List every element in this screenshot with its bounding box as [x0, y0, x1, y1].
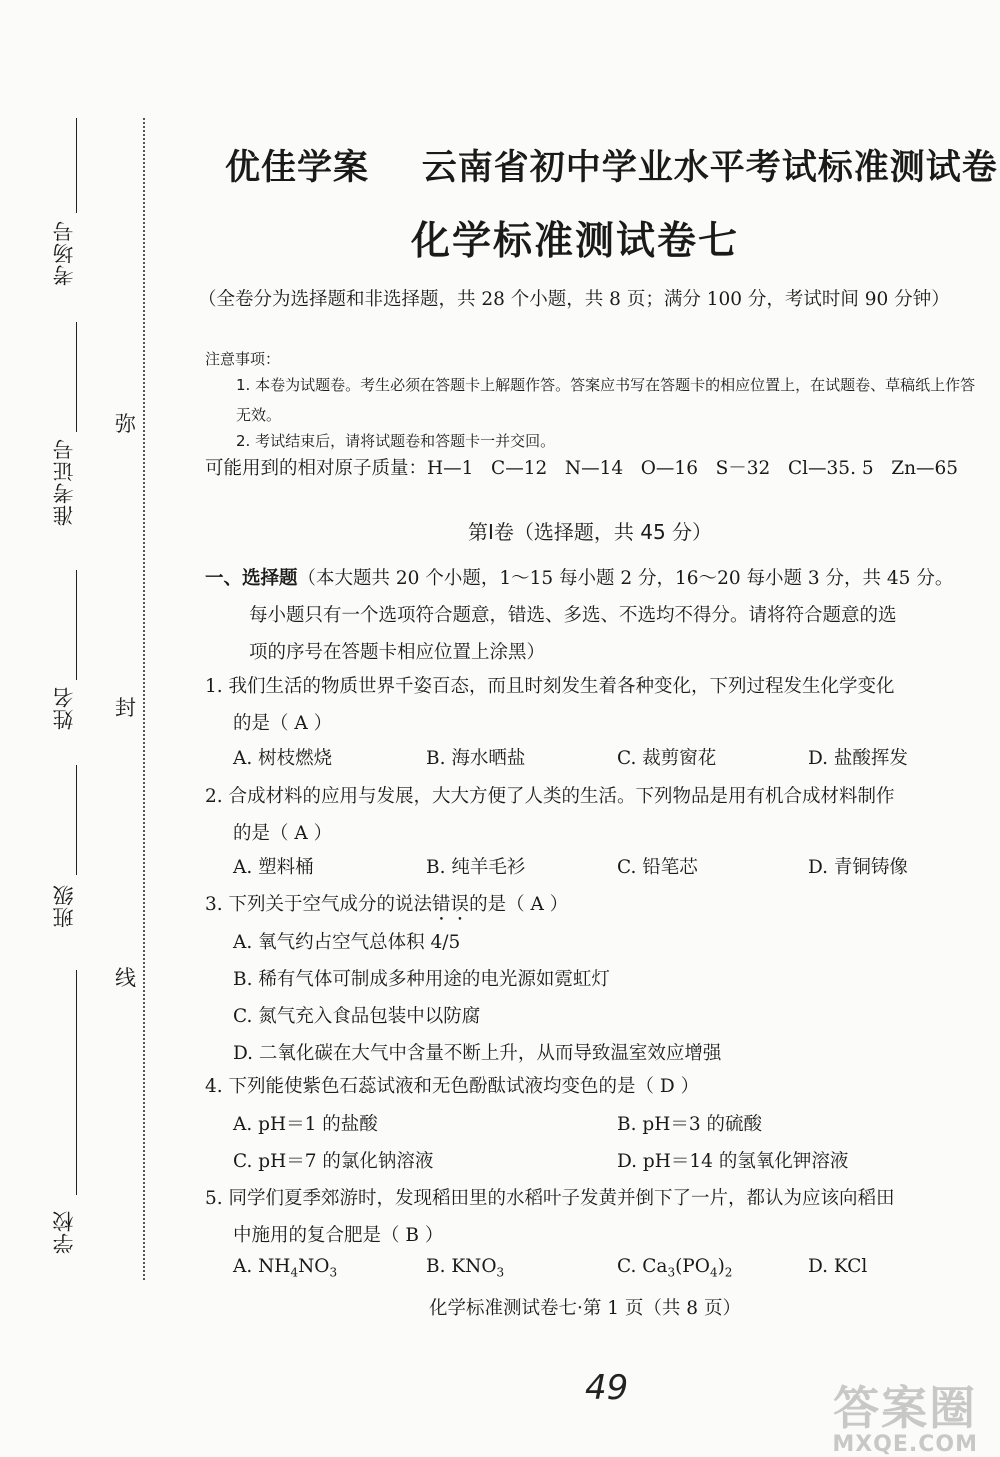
q3-stem-post: 的是（ A ） [469, 894, 569, 915]
q1-stem-2: 的是（ A ） [233, 713, 333, 734]
admission-number-label: 准考证号 [52, 438, 76, 526]
q4-stem: 4. 下列能使紫色石蕊试液和无色酚酞试液均变色的是（ D ） [205, 1076, 700, 1097]
question-2 [205, 778, 985, 852]
section-title: 第Ⅰ卷（选择题，共 45 分） [467, 520, 713, 544]
q5-option-d: D. KCl [808, 1256, 868, 1277]
question-1 [205, 668, 985, 742]
q4-option-a: A. pH＝1 的盐酸 [233, 1114, 378, 1135]
part-desc-2: 每小题只有一个选项符合题意，错选、多选、不选均不得分。请将符合题意的选 [249, 605, 897, 626]
watermark-line-2: MXQE.COM [832, 1432, 978, 1457]
exam-room-label: 考场号 [52, 220, 76, 286]
q5-option-c: C. $Ca_3(PO_4)_2$ [617, 1256, 733, 1280]
q1-option-a: A. 树枝燃烧 [233, 748, 333, 769]
q3-option-c: C. 氮气充入食品包装中以防腐 [233, 1006, 481, 1027]
q2-stem-2: 的是（ A ） [233, 823, 333, 844]
notice-item-1: 1. 本卷为试题卷。考生必须在答题卡上解题作答。答案应书写在答题卡的相应位置上，在试题卷、草稿纸上作答无效。 [236, 376, 976, 424]
binding-line-4 [76, 765, 77, 875]
q3-stem-pre: 3. 下列关于空气成分的说法 [205, 894, 433, 915]
school-label: 学校 [52, 1210, 76, 1254]
q1-option-d: D. 盐酸挥发 [808, 748, 908, 769]
seal-char-mi: 弥 [115, 412, 136, 436]
question-3 [205, 886, 985, 925]
part-one-heading [205, 560, 980, 671]
q2-option-a: A. 塑料桶 [233, 857, 314, 878]
q1-option-c: C. 裁剪窗花 [617, 748, 717, 769]
question-4 [205, 1068, 985, 1105]
q3-stem-emphasis: 错误 [432, 894, 470, 915]
class-label: 班级 [52, 884, 76, 928]
binding-line-3 [76, 570, 77, 680]
notice-item-2: 2. 考试结束后，请将试题卷和答题卡一并交回。 [236, 432, 556, 450]
q2-option-d: D. 青铜铸像 [808, 857, 908, 878]
paper-title: 化学标准测试卷七 [410, 218, 739, 264]
q3-option-d: D. 二氧化碳在大气中含量不断上升，从而导致温室效应增强 [233, 1043, 722, 1064]
paper-intro: （全卷分为选择题和非选择题，共 28 个小题，共 8 页；满分 100 分，考试时间 90 分钟） [198, 289, 950, 310]
part-label: 一、选择题 [205, 568, 298, 589]
series-title: 优佳学案 云南省初中学业水平考试标准测试卷 [225, 147, 998, 188]
binding-line-1 [76, 118, 77, 213]
q2-option-b: B. 纯羊毛衫 [426, 857, 526, 878]
binding-line-5 [76, 970, 77, 1195]
q5-option-b: B. $KNO_3$ [426, 1256, 505, 1280]
q1-option-b: B. 海水晒盐 [426, 748, 526, 769]
watermark-logo [832, 1372, 978, 1457]
part-desc-1: （本大题共 20 个小题，1～15 每小题 2 分，16～20 每小题 3 分，共 45 分。 [297, 568, 954, 589]
q4-option-b: B. pH＝3 的硫酸 [617, 1114, 762, 1135]
q3-option-a: A. 氧气约占空气总体积 4/5 [233, 932, 461, 953]
part-desc-3: 项的序号在答题卡相应位置上涂黑） [249, 642, 546, 663]
binding-line-2 [76, 322, 77, 432]
seal-dotted-line [143, 118, 145, 1280]
page-footer: 化学标准测试卷七·第 1 页（共 8 页） [429, 1298, 741, 1319]
q3-option-b: B. 稀有气体可制成多种用途的电光源如霓虹灯 [233, 969, 610, 990]
q5-option-a: A. $NH_4NO_3$ [233, 1256, 338, 1280]
atomic-mass-line: 可能用到的相对原子质量：H—1 C—12 N—14 O—16 S－32 Cl—35. 5 Zn—65 [205, 458, 959, 479]
q4-option-c: C. pH＝7 的氯化钠溶液 [233, 1151, 434, 1172]
q2-option-c: C. 铅笔芯 [617, 857, 698, 878]
seal-char-xian: 线 [115, 966, 136, 990]
name-label: 姓名 [52, 686, 76, 730]
watermark-line-1: 答案圈 [833, 1381, 978, 1435]
notice-title: 注意事项： [205, 350, 281, 368]
q4-option-d: D. pH＝14 的氢氧化钾溶液 [617, 1151, 849, 1172]
seal-char-feng: 封 [115, 696, 136, 720]
question-5 [205, 1180, 985, 1254]
q1-stem-1: 1. 我们生活的物质世界千姿百态，而且时刻发生着各种变化，下列过程发生化学变化 [205, 676, 895, 697]
handwritten-page-number: 49 [585, 1368, 629, 1408]
q5-stem-2: 中施用的复合肥是（ B ） [233, 1225, 444, 1246]
q2-stem-1: 2. 合成材料的应用与发展，大大方便了人类的生活。下列物品是用有机合成材料制作 [205, 786, 895, 807]
q5-stem-1: 5. 同学们夏季郊游时，发现稻田里的水稻叶子发黄并倒下了一片，都认为应该向稻田 [205, 1188, 895, 1209]
